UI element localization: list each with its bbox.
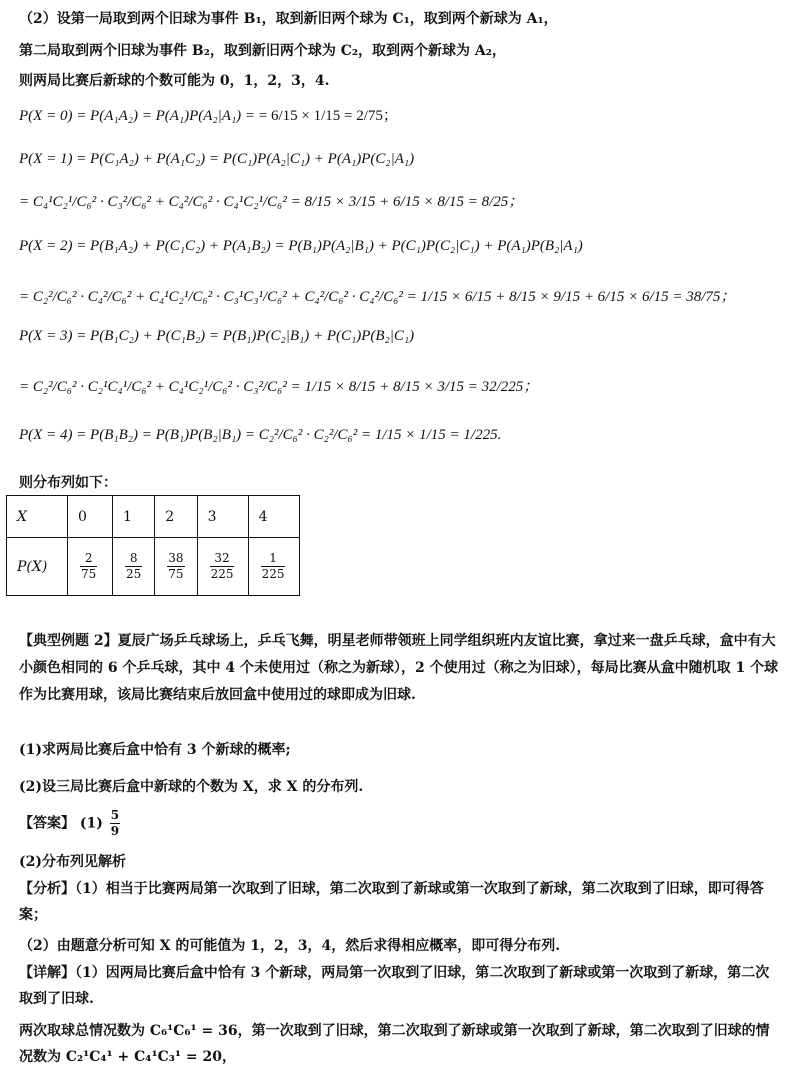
p4-denominator: 225 — [261, 567, 285, 581]
detail-part-2: 两次取球总情况数为 C₆¹C₆¹ = 36，第一次取到了旧球，第二次取到了新球或第一次取到了新球，第二次取到了旧球的情况数为 C₂¹C₄¹ + C₄¹C₃¹ = 20， — [19, 1023, 770, 1065]
equation-p0-tail: = 6/15 × 1/15 = 2/75； — [258, 108, 398, 124]
answer-1-fraction — [110, 808, 120, 839]
analysis-tag: 【分析】 — [19, 881, 75, 897]
table-cell-p2 — [155, 538, 197, 596]
table-cell-p1 — [113, 538, 155, 596]
p1-denominator: 25 — [126, 567, 142, 581]
question-2: (2)设三局比赛后盒中新球的个数为 X，求 X 的分布列. — [19, 779, 364, 795]
detail-tag: 【详解】 — [19, 965, 75, 981]
detail-text-1: （1）因两局比赛后盒中恰有 3 个新球，两局第一次取到了旧球，第二次取到了新球或第一次取到了新球，第二次取到了旧球. — [19, 965, 770, 1007]
analysis-part-1 — [19, 876, 779, 928]
equation-p3-continued: = C₂²/C₆² · C₂¹C₄¹/C₆² + C₄¹C₂¹/C₆² · C₃²/C₆² = 1/15 × 8/15 + 8/15 × 3/15 = 32/225； — [19, 379, 539, 395]
analysis-part-2: （2）由题意分析可知 X 的可能值为 1，2，3，4，然后求得相应概率，即可得分布列. — [19, 938, 561, 954]
equation-p1: P(X = 1) = P(C₁A₂) + P(A₁C₂) = P(C₁)P(A₂|C₁) + P(A₁)P(C₂|A₁) — [19, 151, 415, 167]
equation-p2: P(X = 2) = P(B₁A₂) + P(C₁C₂) + P(A₁B₂) = P(B₁)P(A₂|B₁) + P(C₁)P(C₂|C₁) + P(A₁)P(B₂|A₁) — [19, 238, 583, 254]
example-2-text: 夏辰广场乒乓球场上，乒乓飞舞，明星老师带领班上同学组织班内友谊比赛，拿过来一盘乒乓球，盒中有大小颜色相同的 6 个乒乓球，其中 4 个未使用过（称之为新球），2 个使用过（称之为旧球），每局比赛从盒中随机取 1 个球作为比赛用球，该局比赛结束后放回盒中使用过的球即成为旧球. — [19, 633, 779, 703]
equation-p0-head: P(X = 0) = P(A₁A₂) = P(A₁)P(A₂|A₁) = — [19, 108, 256, 124]
p3-denominator: 225 — [210, 567, 234, 581]
answer-1-numerator: 5 — [110, 808, 120, 822]
p1-numerator: 8 — [129, 551, 138, 565]
equation-p3: P(X = 3) = P(B₁C₂) + P(C₁B₂) = P(B₁)P(C₂|B₁) + P(C₁)P(B₂|C₁) — [19, 328, 415, 344]
distribution-table — [6, 495, 300, 596]
table-cell-x2: 2 — [155, 496, 197, 538]
table-row-px — [7, 538, 300, 596]
intro-line-1: （2）设第一局取到两个旧球为事件 B₁，取到新旧两个球为 C₁，取到两个新球为 A₁， — [19, 11, 558, 27]
table-cell-p0 — [68, 538, 113, 596]
analysis-text-1: （1）相当于比赛两局第一次取到了旧球，第二次取到了新球或第一次取到了新球，第二次取到了旧球，即可得答案； — [19, 881, 764, 923]
p3-numerator: 32 — [214, 551, 230, 565]
table-row-x — [7, 496, 300, 538]
p0-numerator: 2 — [84, 551, 93, 565]
p2-denominator: 75 — [168, 567, 184, 581]
answer-tag: 【答案】 — [19, 815, 75, 832]
table-cell-p4 — [248, 538, 299, 596]
intro-line-2: 第二局取到两个旧球为事件 B₂，取到新旧两个球为 C₂，取到两个新球为 A₂， — [19, 43, 506, 59]
answer-1-denominator: 9 — [110, 824, 120, 838]
table-header-px: P(X) — [7, 538, 68, 596]
answer-line-1 — [19, 808, 122, 839]
distribution-label: 则分布列如下： — [19, 475, 117, 491]
table-cell-x1: 1 — [113, 496, 155, 538]
detail-part-1 — [19, 960, 779, 1012]
answer-line-2: (2)分布列见解析 — [19, 854, 126, 870]
table-cell-x3: 3 — [197, 496, 248, 538]
answer-1-prefix: (1) — [79, 815, 103, 832]
table-header-x: X — [7, 496, 68, 538]
table-cell-x0: 0 — [68, 496, 113, 538]
equation-p4: P(X = 4) = P(B₁B₂) = P(B₁)P(B₂|B₁) = C₂²/C₆² · C₂²/C₆² = 1/15 × 1/15 = 1/225. — [19, 427, 502, 443]
p4-numerator: 1 — [269, 551, 277, 565]
table-cell-p3 — [197, 538, 248, 596]
p0-denominator: 75 — [81, 567, 97, 581]
question-1: (1)求两局比赛后盒中恰有 3 个新球的概率; — [19, 742, 291, 758]
equation-p1-continued: = C₄¹C₂¹/C₆² · C₃²/C₆² + C₄²/C₆² · C₄¹C₂¹/C₆² = 8/15 × 3/15 + 6/15 × 8/15 = 8/25； — [19, 194, 524, 210]
example-2-tag: 【典型例题 2】 — [19, 633, 118, 649]
p2-numerator: 38 — [168, 551, 184, 565]
example-2-problem — [19, 628, 779, 709]
intro-line-3: 则两局比赛后新球的个数可能为 0，1，2，3，4. — [19, 73, 330, 89]
equation-p0 — [19, 104, 398, 125]
table-cell-x4: 4 — [248, 496, 299, 538]
equation-p2-continued: = C₂²/C₆² · C₄²/C₆² + C₄¹C₂¹/C₆² · C₃¹C₃¹/C₆² + C₄²/C₆² · C₄²/C₆² = 1/15 × 6/15 + 8/15 × 9/15 + 6/15 × 6/15 = 38/75； — [19, 289, 736, 305]
